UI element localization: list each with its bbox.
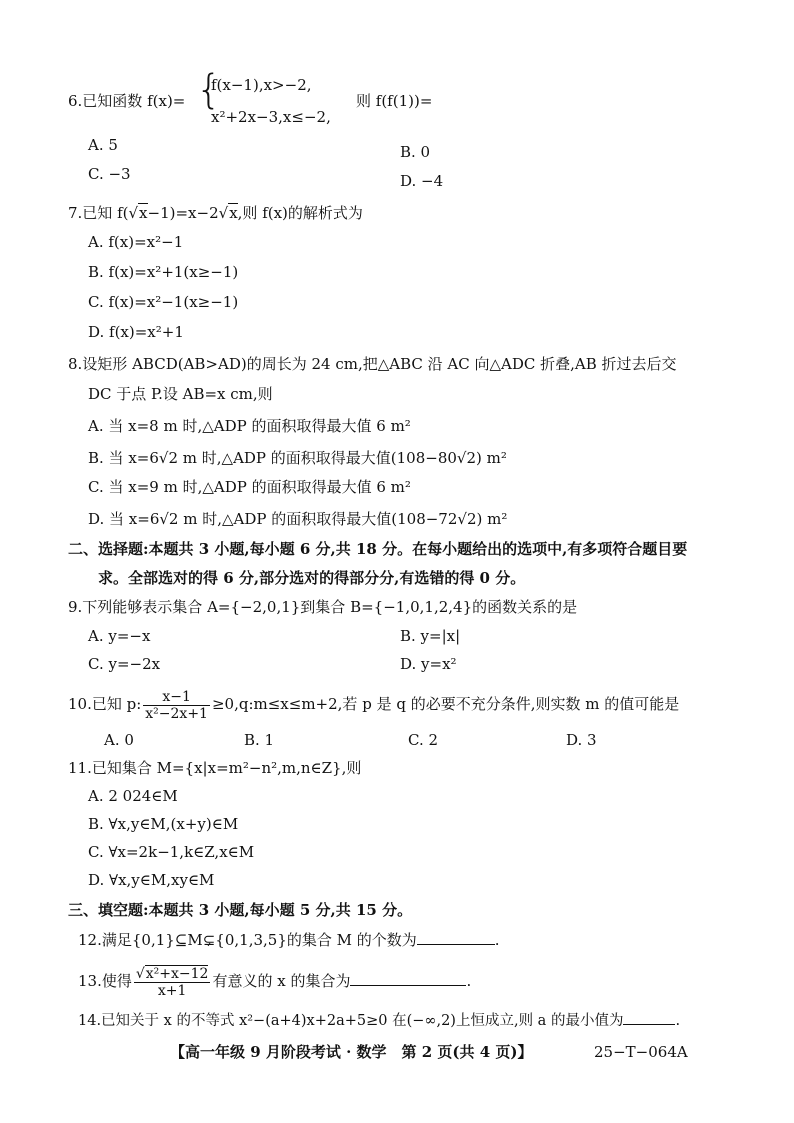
q10-stem: 10.已知 p: $\frac{x-1}{\text{x²−2x+1}}$ ≥0,q:m≤x≤m+2,若 p 是 q 的必要不充分条件,则实数 m 的值可能是 xyxy=(68,688,680,722)
q8-option-b: B. 当 x=6√2 m 时,△ADP 的面积取得最大值(108−80√2) m² xyxy=(88,449,507,467)
q7-option-c: C. f(x)=x²−1(x≥−1) xyxy=(88,293,239,311)
footer-text: 【高一年级 9 月阶段考试 · 数学 第 2 页(共 4 页)】 xyxy=(170,1043,533,1061)
q10-option-d: D. 3 xyxy=(566,731,597,749)
q8-option-c: C. 当 x=9 m 时,△ADP 的面积取得最大值 6 m² xyxy=(88,478,411,496)
section2-line1: 二、选择题:本题共 3 小题,每小题 6 分,共 18 分。在每小题给出的选项中,有多项符合题目要 xyxy=(68,540,688,558)
q9-option-a: A. y=−x xyxy=(88,627,151,645)
q8-option-d: D. 当 x=6√2 m 时,△ADP 的面积取得最大值(108−72√2) m² xyxy=(88,510,508,528)
q6-case1: f(x−1),x>−2, xyxy=(211,76,312,94)
q11-option-d: D. ∀x,y∈M,xy∈M xyxy=(88,871,215,889)
q14-answer-blank[interactable] xyxy=(623,1010,675,1025)
q11-option-b: B. ∀x,y∈M,(x+y)∈M xyxy=(88,815,239,833)
q10-option-b: B. 1 xyxy=(244,731,275,749)
q12-stem: 12.满足{0,1}⊆M⊊{0,1,3,5}的集合 M 的个数为 . xyxy=(78,931,500,949)
section2-line2: 求。全部选对的得 6 分,部分选对的得部分分,有选错的得 0 分。 xyxy=(98,569,526,587)
q6-option-d: D. −4 xyxy=(400,172,444,190)
q10-option-c: C. 2 xyxy=(408,731,439,749)
q11-option-c: C. ∀x=2k−1,k∈Z,x∈M xyxy=(88,843,255,861)
q9-stem: 9.下列能够表示集合 A={−2,0,1}到集合 B={−1,0,1,2,4}的函数关系的是 xyxy=(68,598,578,616)
q6-suffix: 则 f(f(1))= xyxy=(356,92,433,110)
q6-prefix: 6.已知函数 f(x)= xyxy=(68,92,186,110)
q7-option-a: A. f(x)=x²−1 xyxy=(88,233,184,251)
q8-line1: 8.设矩形 ABCD(AB>AD)的周长为 24 cm,把△ABC 沿 AC 向△ADC 折叠,AB 折过去后交 xyxy=(68,355,677,373)
q11-stem: 11.已知集合 M={x|x=m²−n²,m,n∈Z},则 xyxy=(68,759,362,777)
q12-answer-blank[interactable] xyxy=(417,930,495,945)
q14-stem: 14.已知关于 x 的不等式 x²−(a+4)x+2a+5≥0 在(−∞,2)上恒成立,则 a 的最小值为 . xyxy=(78,1010,680,1030)
footer-code: 25−T−064A xyxy=(594,1043,688,1061)
q8-line2: DC 于点 P.设 AB=x cm,则 xyxy=(88,385,273,403)
q13-answer-blank[interactable] xyxy=(350,971,466,986)
q6-option-c: C. −3 xyxy=(88,165,131,183)
q11-option-a: A. 2 024∈M xyxy=(88,787,178,805)
q7-option-d: D. f(x)=x²+1 xyxy=(88,323,184,341)
q10-option-a: A. 0 xyxy=(104,731,134,749)
q7-option-b: B. f(x)=x²+1(x≥−1) xyxy=(88,263,239,281)
q6-option-b: B. 0 xyxy=(400,143,431,161)
q10-fraction: $\frac{x-1}{\text{x²−2x+1}}$ xyxy=(145,688,208,722)
q13-stem: 13.使得 $\frac{\text{√x²+x−12}}{x+1}$ 有意义的 x 的集合为 . xyxy=(78,965,472,999)
q9-option-b: B. y=|x| xyxy=(400,627,461,645)
q7-stem: 7.已知 f(√x−1)=x−2√x,则 f(x)的解析式为 xyxy=(68,204,363,222)
q6-option-a: A. 5 xyxy=(88,136,118,154)
q8-option-a: A. 当 x=8 m 时,△ADP 的面积取得最大值 6 m² xyxy=(88,417,411,435)
q9-option-d: D. y=x² xyxy=(400,655,457,673)
q13-fraction: $\frac{\text{√x²+x−12}}{x+1}$ xyxy=(135,965,209,999)
q6-case2: x²+2x−3,x≤−2, xyxy=(211,108,331,126)
q9-option-c: C. y=−2x xyxy=(88,655,161,673)
q6-brace: { xyxy=(196,67,222,113)
section3-title: 三、填空题:本题共 3 小题,每小题 5 分,共 15 分。 xyxy=(68,901,413,919)
